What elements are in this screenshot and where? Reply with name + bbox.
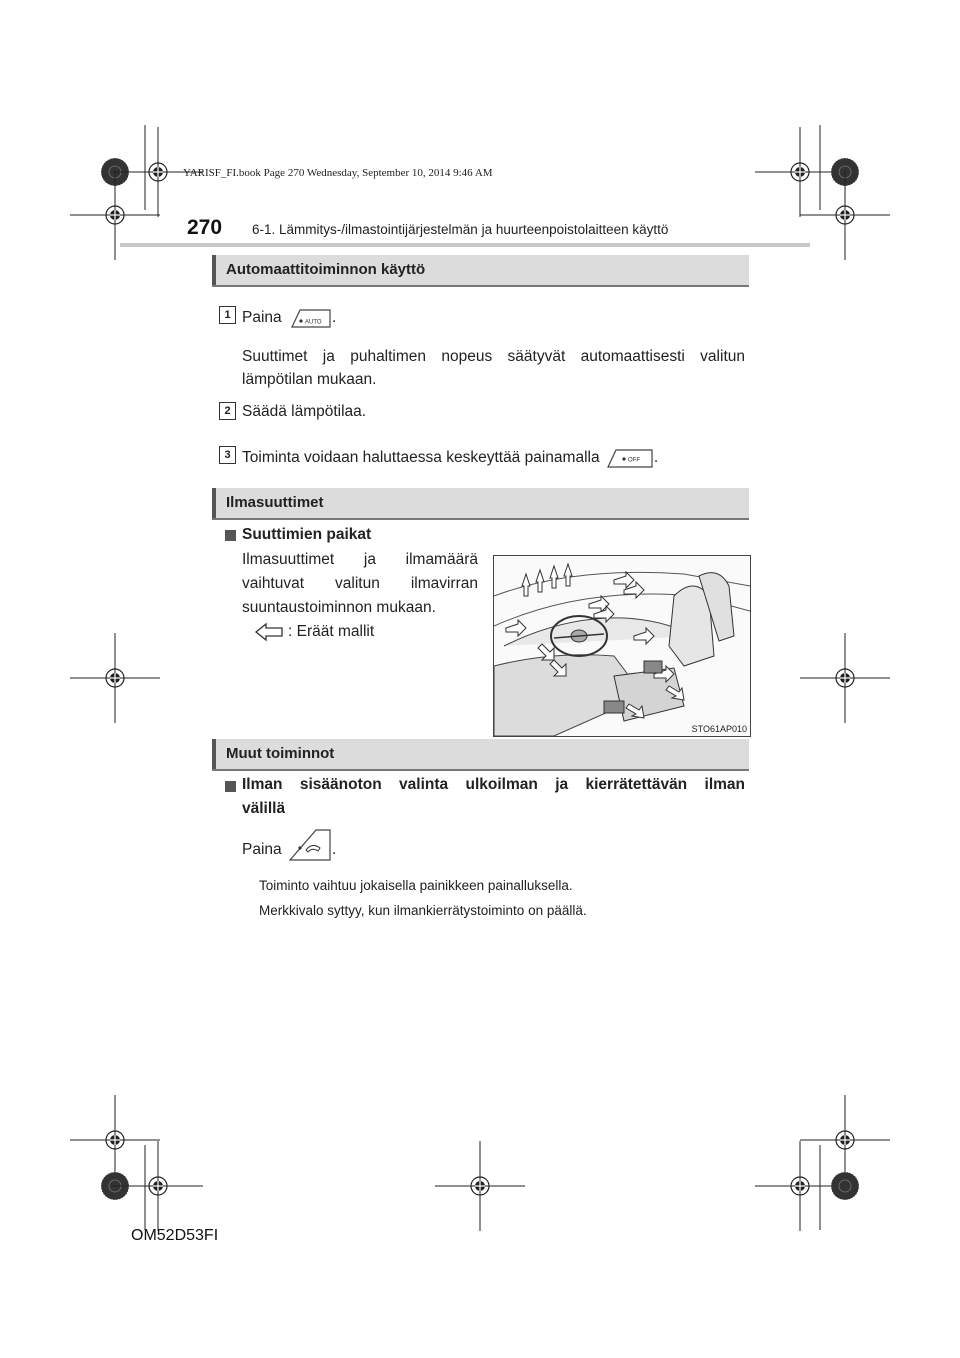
vents-subheading: Suuttimien paikat: [242, 526, 372, 543]
recirc-text: Paina: [242, 841, 282, 859]
vents-para-line3: suuntaustoiminnon mukaan.: [242, 599, 436, 616]
vents-para-line1: Ilmasuuttimet ja ilmamäärä: [242, 551, 478, 568]
section-header-auto: [212, 255, 749, 287]
auto-button-label: AUTO: [304, 319, 322, 326]
step-number: 3: [219, 446, 236, 464]
page-number: 270: [187, 216, 223, 239]
section-title: Automaattitoiminnon käyttö: [226, 261, 426, 278]
note-1: Toiminto vaihtuu jokaisella painikkeen painalluksella.: [259, 878, 573, 893]
step-1-description-line1: Suuttimet ja puhaltimen nopeus säätyvät automaattisesti valitun: [242, 348, 745, 365]
bullet-square: [225, 781, 236, 792]
footer-code: OM52D53FI: [131, 1227, 219, 1244]
vents-para-line2: vaihtuvat valitun ilmavirran: [242, 575, 478, 592]
section-title: Muut toiminnot: [226, 745, 335, 762]
step-1-description-line2: lämpötilan mukaan.: [242, 371, 377, 388]
figure-code: STO61AP010: [691, 724, 747, 734]
section-accent: [212, 255, 216, 285]
section-accent: [212, 488, 216, 518]
section-accent: [212, 739, 216, 769]
vent-illustration: [493, 555, 751, 737]
book-info-line: YARISF_FI.book Page 270 Wednesday, September 10, 2014 9:46 AM: [183, 167, 493, 179]
recirc-period: .: [331, 841, 337, 859]
step-1-period: .: [331, 309, 337, 326]
section-title: Ilmasuuttimet: [226, 494, 324, 511]
recirc-instruction: [242, 838, 336, 862]
optional-vent-arrow-icon: [254, 622, 284, 642]
step-3-instruction: [242, 446, 658, 470]
step-2-text: Säädä lämpötilaa.: [242, 403, 367, 420]
header-rule: [120, 243, 810, 247]
step-3-text: Toiminta voidaan haluttaessa keskeyttää painamalla: [242, 449, 600, 466]
off-button-icon: [604, 447, 654, 469]
note-2: Merkkivalo syttyy, kun ilmankierrätystoiminto on päällä.: [259, 903, 587, 918]
legend-text: : Eräät mallit: [288, 623, 375, 640]
step-1-text: Paina: [242, 309, 282, 326]
step-number: 1: [219, 306, 236, 324]
section-header-vents: [212, 488, 749, 520]
chapter-title: 6-1. Lämmitys-/ilmastointijärjestelmän ja huurteenpoistolaitteen käyttö: [252, 222, 669, 237]
bullet-square: [225, 530, 236, 541]
auto-button-icon: [286, 307, 332, 329]
recirculation-button-icon: [286, 828, 332, 862]
section-header-other: [212, 739, 749, 771]
step-3-period: .: [653, 449, 659, 466]
intake-subheading-line1: Ilman sisäänoton valinta ulkoilman ja kierrätettävän ilman: [242, 776, 745, 793]
car-interior-drawing: [494, 556, 750, 736]
step-number: 2: [219, 402, 236, 420]
step-1-instruction: [242, 306, 336, 330]
intake-subheading-line2: välillä: [242, 800, 286, 817]
off-button-label: OFF: [627, 457, 640, 464]
